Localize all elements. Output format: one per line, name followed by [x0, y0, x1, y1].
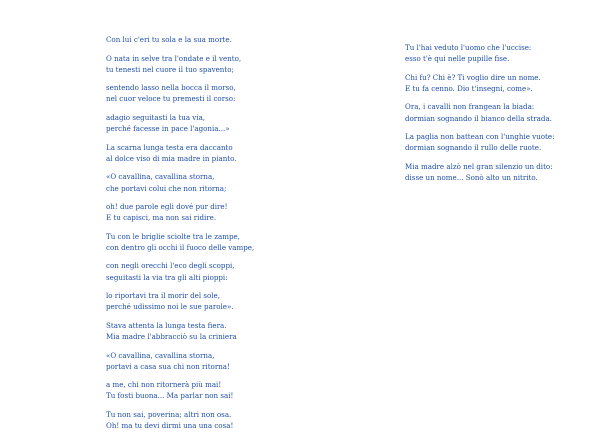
right-column — [405, 42, 554, 191]
verse-line: lo riportavi tra il morir del sole, — [106, 291, 220, 301]
verse-line: Stava attenta la lunga testa fiera. — [106, 320, 227, 330]
verse-line: «O cavallina, cavallina storna, — [106, 350, 215, 360]
stanza — [405, 42, 554, 64]
stanza — [106, 142, 254, 164]
stanza — [405, 72, 554, 94]
verse-line: a me, chi non ritornerà più mai! — [106, 380, 222, 390]
verse-line: O nata in selve tra l'ondate e il vento, — [106, 53, 242, 63]
verse-line: esso t'è qui nelle pupille fise. — [405, 54, 510, 64]
verse-line: E tu fa cenno. Dio t'insegni, come». — [405, 83, 533, 93]
verse-line: Tu l'hai veduto l'uomo che l'uccise: — [405, 43, 532, 52]
verse-line: Oh! ma tu devi dirmi una una cosa! — [106, 421, 234, 431]
stanza — [405, 101, 554, 123]
verse-line: con negli orecchi l'eco degli scoppi, — [106, 261, 235, 271]
verse-line: Tu con le briglie sciolte tra le zampe, — [106, 231, 240, 241]
stanza — [106, 34, 254, 45]
stanza — [106, 53, 254, 75]
stanza — [106, 379, 254, 401]
verse-line: nel cuor veloce tu premesti il corso: — [106, 94, 236, 104]
stanza — [106, 290, 254, 312]
verse-line: E tu capisci, ma non sai ridire. — [106, 213, 217, 223]
verse-line: dormian sognando il rullo delle ruote. — [405, 143, 542, 153]
verse-line: Tu fosti buona... Ma parlar non sai! — [106, 391, 234, 401]
verse-line: Ora, i cavalli non frangean la biada: — [405, 102, 535, 112]
verse-line: perché facesse in pace l'agonia...» — [106, 124, 230, 134]
verse-line: seguitasti la via tra gli alti pioppi: — [106, 272, 228, 282]
verse-line: Tu non sai, poverina; altri non osa. — [106, 409, 232, 419]
stanza — [106, 112, 254, 134]
verse-line: Mia madre l'abbracciò su la criniera — [106, 332, 237, 342]
stanza — [106, 260, 254, 282]
verse-line: che portavi colui che non ritorna; — [106, 183, 227, 193]
stanza — [405, 131, 554, 153]
verse-line: con dentro gli occhi il fuoco delle vampe, — [106, 242, 255, 252]
verse-line: Mia madre alzò nel gran silenzio un dito: — [405, 161, 553, 171]
verse-line: Con lui c'eri tu sola e la sua morte. — [106, 35, 232, 44]
stanza — [106, 231, 254, 253]
verse-line: Chi fu? Chi è? Ti voglio dire un nome. — [405, 72, 541, 82]
stanza — [106, 171, 254, 193]
verse-line: tu tenesti nel cuore il tuo spavento; — [106, 64, 234, 74]
verse-line: adagio seguitasti la tua via, — [106, 112, 206, 122]
verse-line: oh! due parole egli dové pur dire! — [106, 202, 228, 212]
verse-line: al dolce viso di mia madre in pianto. — [106, 153, 237, 163]
verse-line: disse un nome... Sonò alto un nitrito. — [405, 173, 538, 183]
stanza — [106, 201, 254, 223]
verse-line: La paglia non battean con l'unghie vuote: — [405, 132, 555, 142]
stanza — [405, 161, 554, 183]
left-column — [106, 34, 254, 439]
verse-line: perché udissimo noi le sue parole». — [106, 302, 234, 312]
stanza — [106, 82, 254, 104]
stanza — [106, 320, 254, 342]
verse-line: sentendo lasso nella bocca il morso, — [106, 83, 236, 93]
verse-line: La scarna lunga testa era daccanto — [106, 142, 233, 152]
verse-line: portavi a casa sua chi non ritorna! — [106, 361, 230, 371]
verse-line: dormian sognando il bianco della strada. — [405, 113, 552, 123]
stanza — [106, 409, 254, 431]
stanza — [106, 350, 254, 372]
verse-line: «O cavallina, cavallina storna, — [106, 172, 215, 182]
